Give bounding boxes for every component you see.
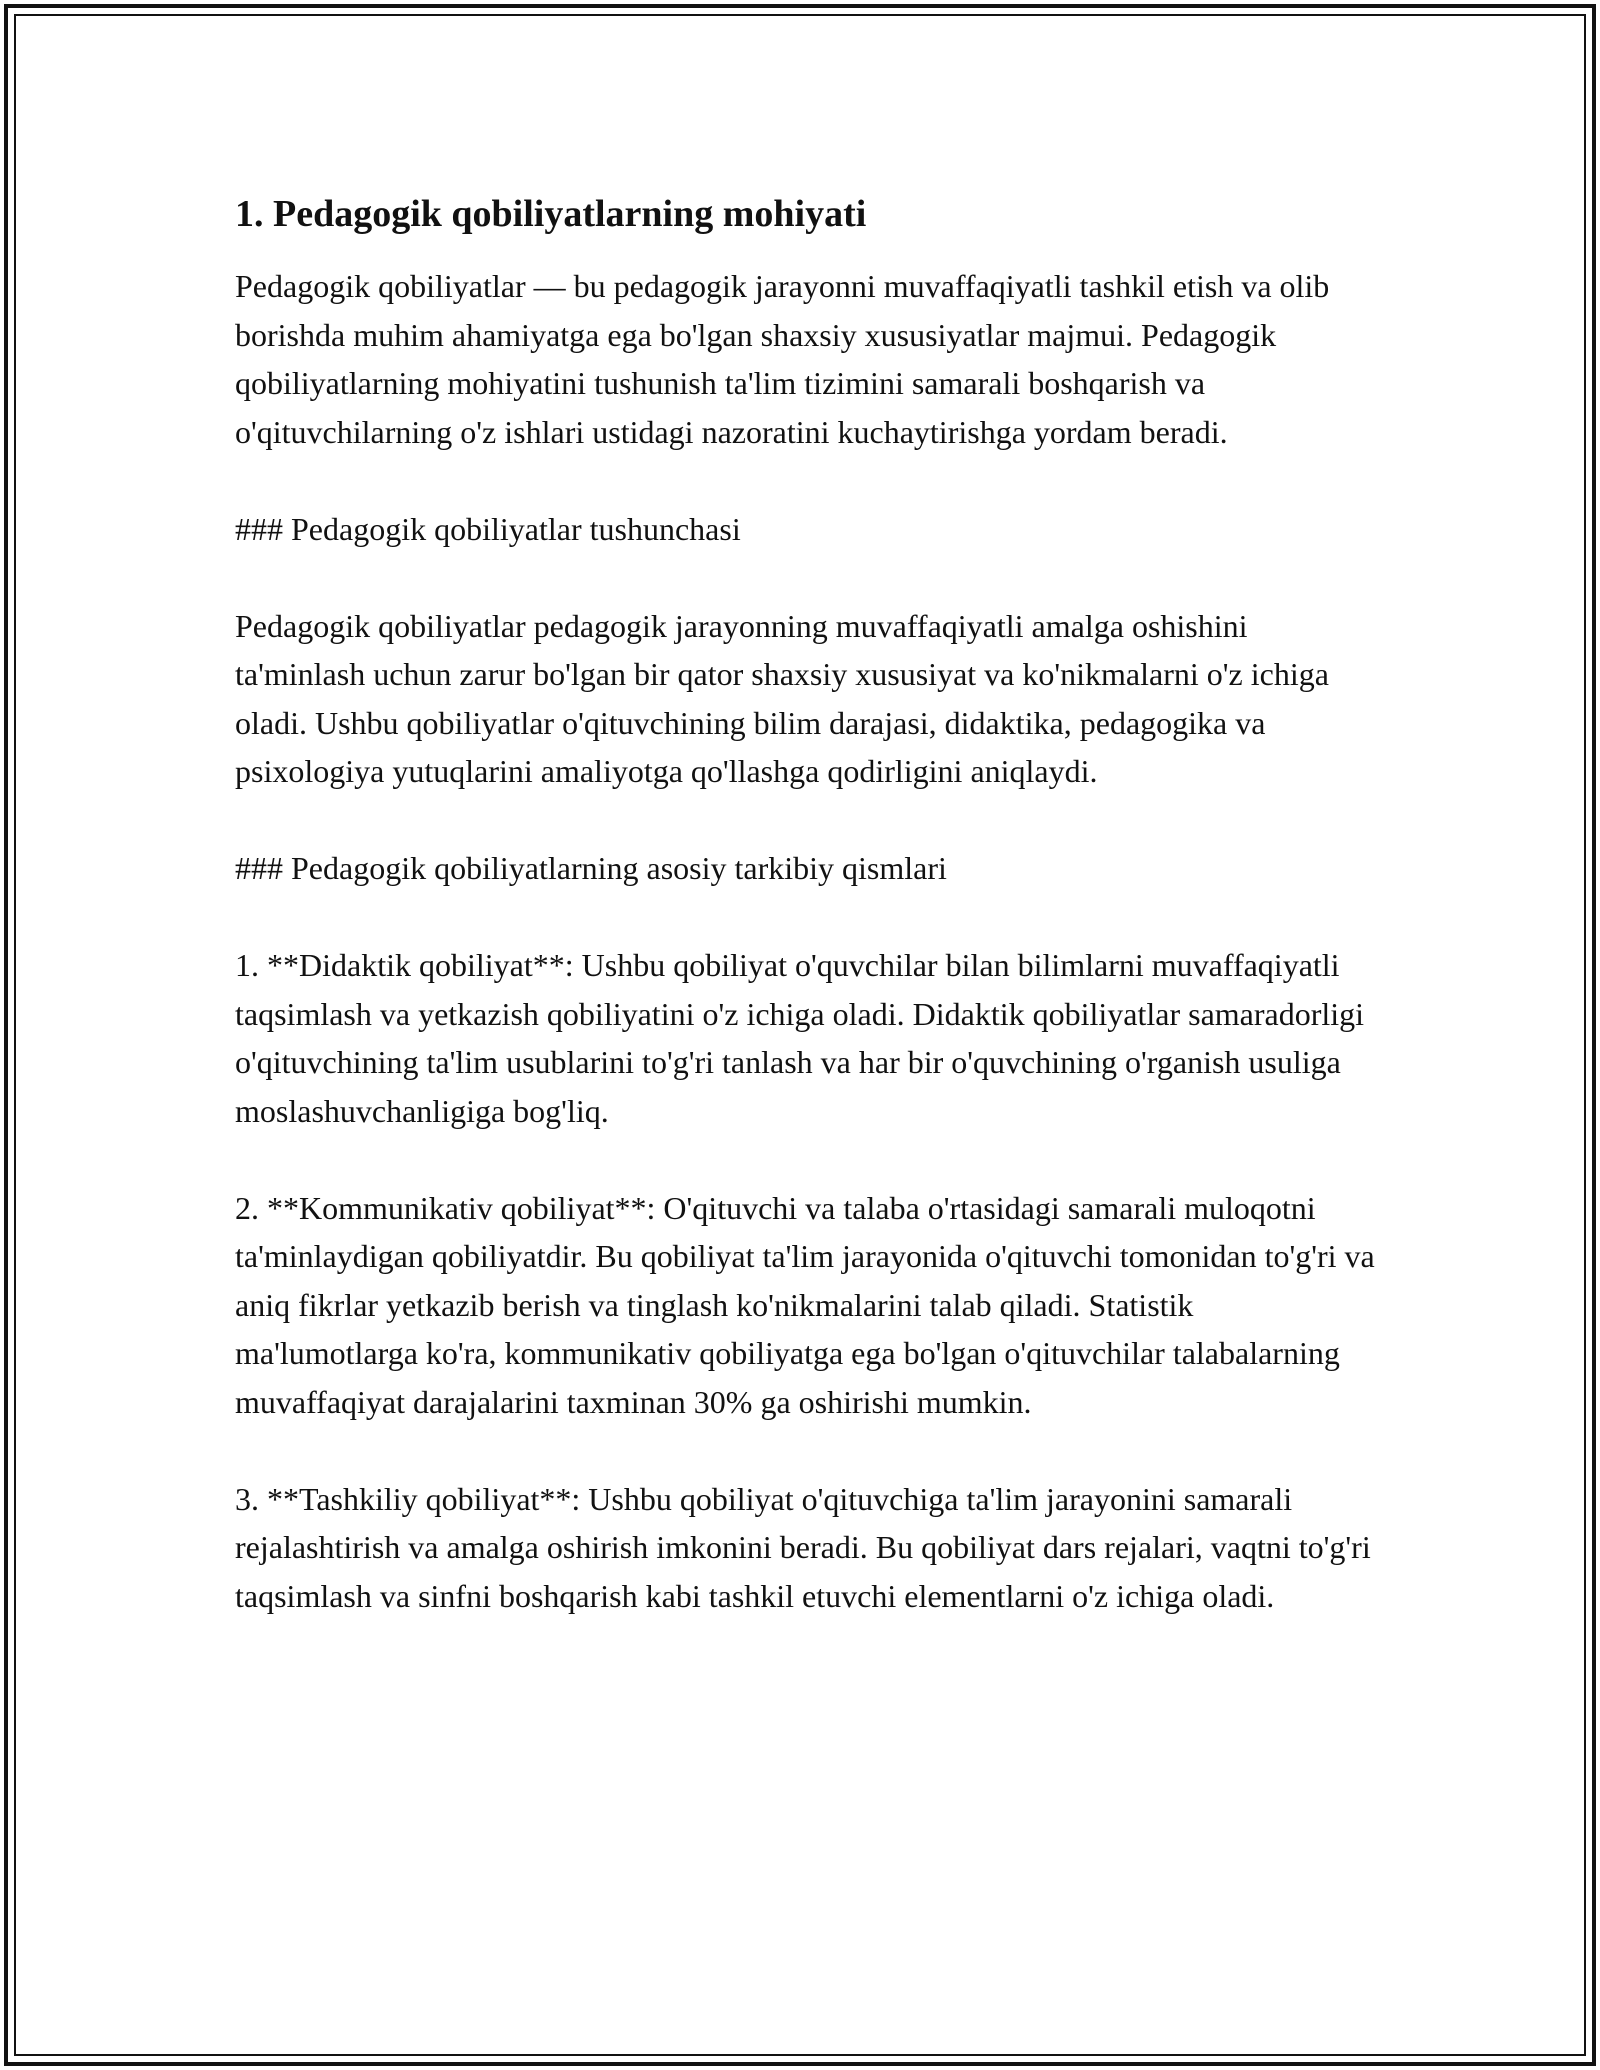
paragraph-concept: Pedagogik qobiliyatlar pedagogik jarayonning muvaffaqiyatli amalga oshishini ta'minlash uchun zarur bo'lgan bir qator shaxsiy xususiyat va ko'nikmalarni o'z ichiga oladi. Ushbu qobiliyatlar o'qituvchining bilim darajasi, didaktika, pedagogika va psixologiya yutuqlarini amaliyotga qo'llashga qodirligini aniqlaydi. xyxy=(235,607,1329,789)
list-item-didactic: 1. **Didaktik qobiliyat**: Ushbu qobiliyat o'quvchilar bilan bilimlarni muvaffaqiyatli taqsimlash va yetkazish qobiliyatini o'z ichiga oladi. Didaktik qobiliyatlar samaradorligi o'qituvchining ta'lim usublarini to'g'ri tanlash va har bir o'quvchining o'rganish usuliga moslashuvchanligiga bog'liq. xyxy=(235,947,1365,1129)
paragraph-intro: Pedagogik qobiliyatlar — bu pedagogik jarayonni muvaffaqiyatli tashkil etish va olib borishda muhim ahamiyatga ega bo'lgan shaxsiy xususiyatlar majmui. Pedagogik qobiliyatlarning mohiyatini tushunish ta'lim tizimini samarali boshqarish va o'qituvchilarning o'z ishlari ustidagi nazoratini kuchaytirishga yordam beradi. xyxy=(235,268,1330,450)
subheading-components: ### Pedagogik qobiliyatlarning asosiy tarkibiy qismlari xyxy=(235,850,947,886)
subheading-concept: ### Pedagogik qobiliyatlar tushunchasi xyxy=(235,510,741,547)
list-item-communicative: 2. **Kommunikativ qobiliyat**: O'qituvchi va talaba o'rtasidagi samarali muloqotni ta'minlaydigan qobiliyatdir. Bu qobiliyat ta'lim jarayonida o'qituvchi tomonidan to'g'ri va aniq fikrlar yetkazib berish va tinglash ko'nikmalarini talab qiladi. Statistik ma'lumotlarga ko'ra, kommunikativ qobiliyatga ega bo'lgan o'qituvchilar talabalarning muvaffaqiyat darajalarini taxminan 30% ga oshirishi mumkin. xyxy=(235,1189,1375,1420)
document-body xyxy=(235,186,1375,1620)
page-title: 1. Pedagogik qobiliyatlarning mohiyati xyxy=(235,193,867,235)
list-item-organizational: 3. **Tashkiliy qobiliyat**: Ushbu qobiliyat o'qituvchiga ta'lim jarayonini samarali rejalashtirish va amalga oshirish imkonini beradi. Bu qobiliyat dars rejalari, vaqtni to'g'ri taqsimlash va sinfni boshqarish kabi tashkil etuvchi elementlarni o'z ichiga oladi. xyxy=(235,1480,1371,1614)
